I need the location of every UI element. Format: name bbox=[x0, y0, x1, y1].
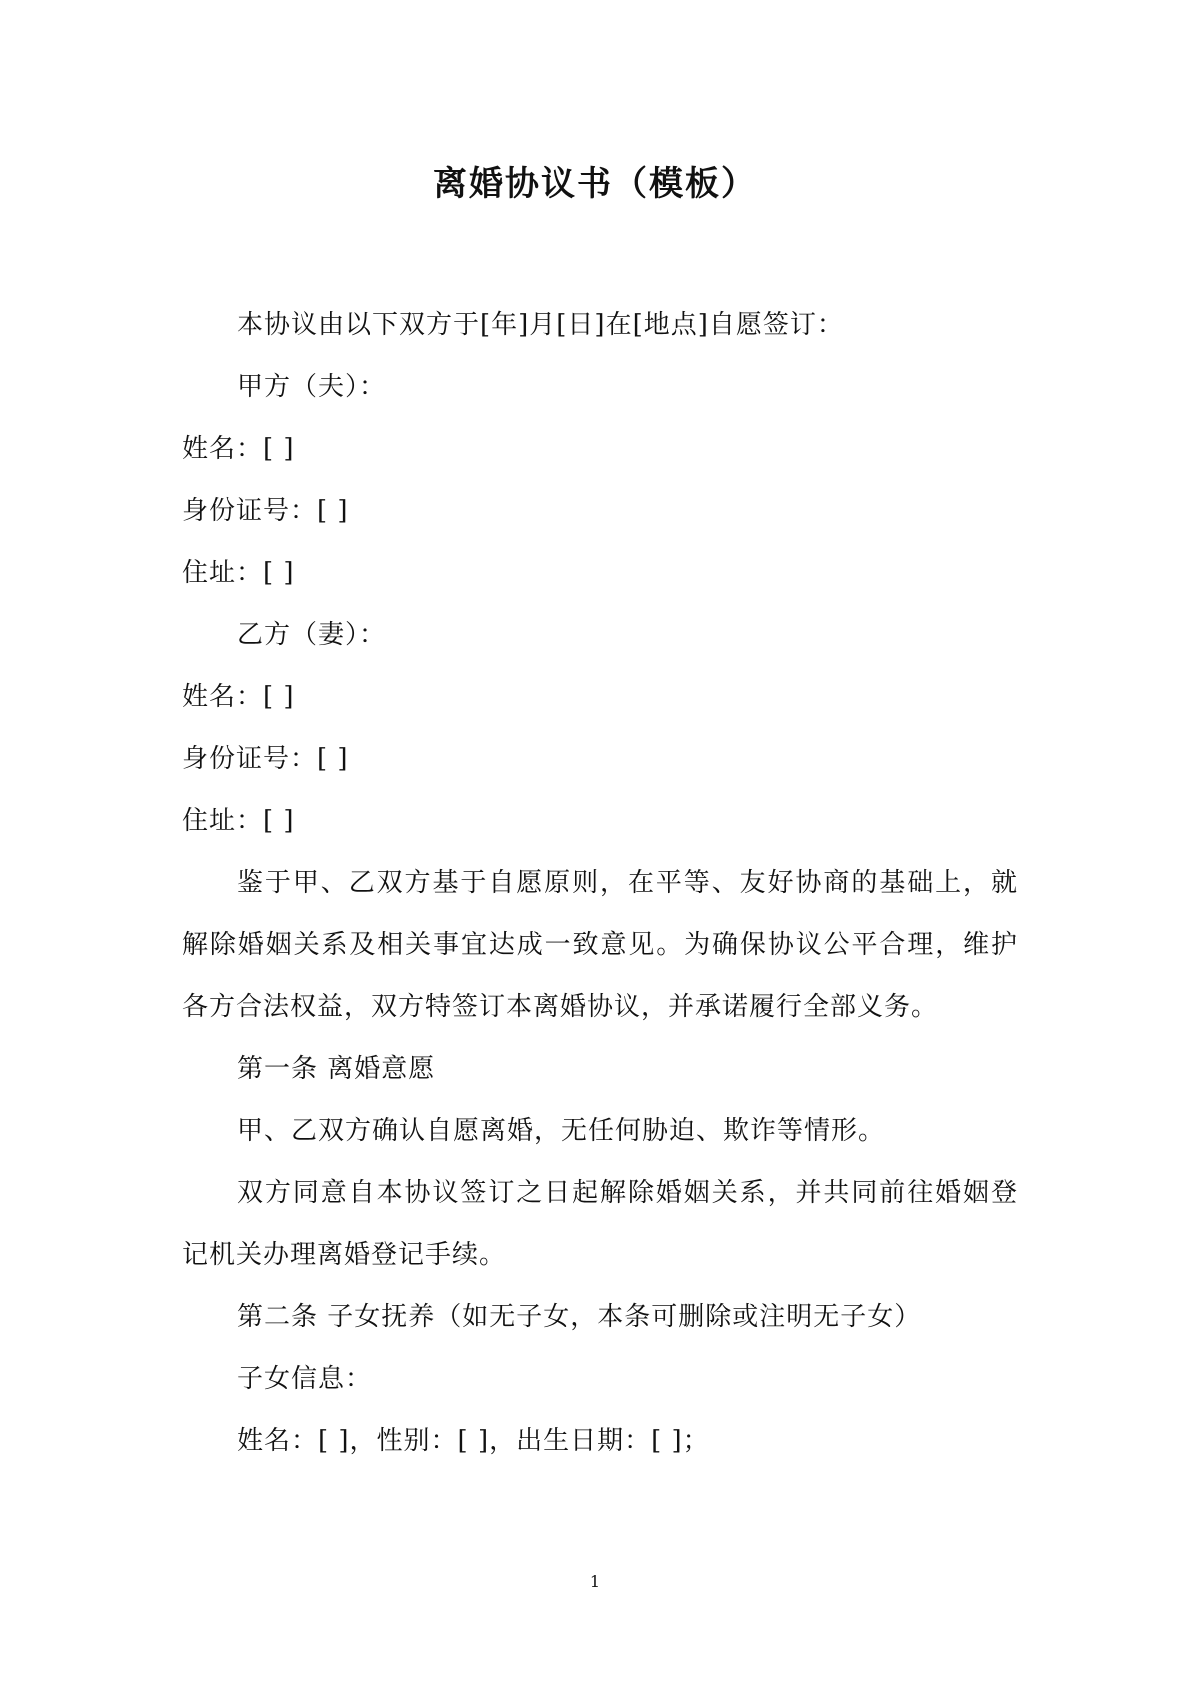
party-a-name: 姓名：[ ] bbox=[182, 434, 295, 464]
child-info-fields: 姓名：[ ]，性别：[ ]，出生日期：[ ]； bbox=[237, 1426, 710, 1456]
document-title: 离婚协议书（模板） bbox=[433, 164, 757, 204]
article-two-heading: 第二条 子女抚养（如无子女，本条可删除或注明无子女） bbox=[237, 1302, 922, 1332]
party-b-id-number: 身份证号：[ ] bbox=[182, 744, 349, 774]
agreement-preamble: 鉴于甲、乙双方基于自愿原则，在平等、友好协商的基础上，就解除婚姻关系及相关事宜达成一致意见。为确保协议公平合理，维护各方合法权益，双方特签订本离婚协议，并承诺履行全部义务。 bbox=[182, 868, 1018, 1022]
party-b-heading: 乙方（妻）： bbox=[237, 620, 387, 650]
article-one-clause-1: 甲、乙双方确认自愿离婚，无任何胁迫、欺诈等情形。 bbox=[237, 1116, 886, 1146]
child-info-label: 子女信息： bbox=[237, 1364, 373, 1394]
page-number: 1 bbox=[589, 1572, 601, 1591]
article-one-heading: 第一条 离婚意愿 bbox=[237, 1054, 436, 1084]
party-b-address: 住址：[ ] bbox=[182, 806, 295, 836]
party-a-id-number: 身份证号：[ ] bbox=[182, 496, 349, 526]
agreement-intro: 本协议由以下双方于[年]月[日]在[地点]自愿签订： bbox=[237, 310, 844, 340]
party-a-address: 住址：[ ] bbox=[182, 558, 295, 588]
document-body bbox=[182, 294, 1018, 1472]
party-a-heading: 甲方（夫）： bbox=[237, 372, 387, 402]
party-b-name: 姓名：[ ] bbox=[182, 682, 295, 712]
article-one-clause-2: 双方同意自本协议签订之日起解除婚姻关系，并共同前往婚姻登记机关办理离婚登记手续。 bbox=[182, 1178, 1018, 1270]
